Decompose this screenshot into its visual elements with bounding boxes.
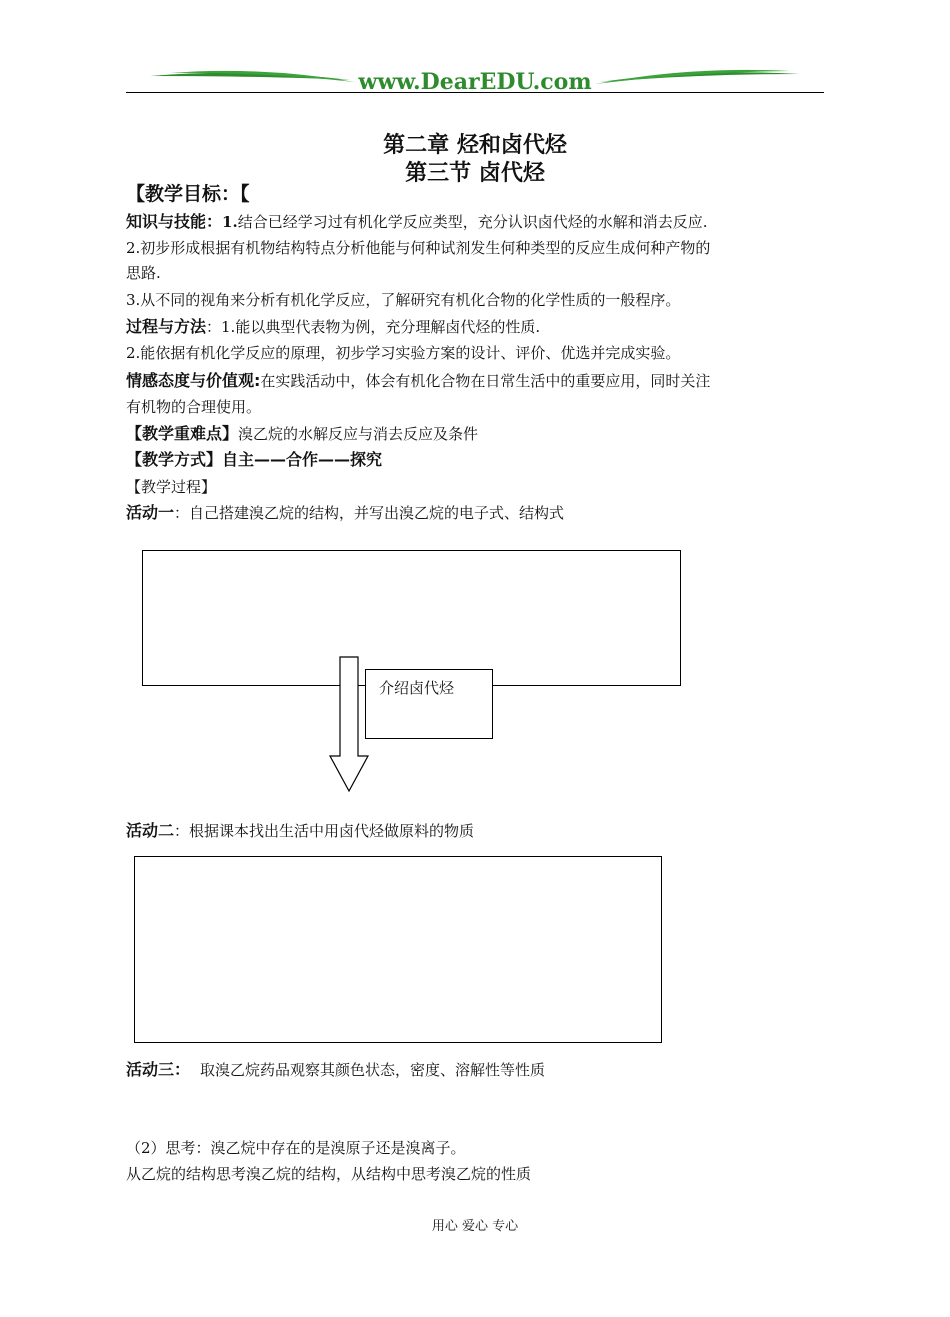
- thinking-line-1: （2）思考：溴乙烷中存在的是溴原子还是溴离子。: [126, 1139, 466, 1157]
- activity3-label: 活动三：: [126, 1060, 191, 1079]
- logo-text: www.DearEDU.com: [358, 69, 592, 95]
- activity1-line: [126, 503, 564, 523]
- emotion-text-a: 在实践活动中，体会有机化合物在日常生活中的重要应用，同时关注: [260, 372, 711, 390]
- activity1-text: ：自己搭建溴乙烷的结构，并写出溴乙烷的电子式、结构式: [174, 504, 565, 522]
- activity2-label: 活动二: [126, 821, 175, 840]
- knowledge-line-3: 3.从不同的视角来分析有机化学反应，了解研究有机化合物的化学性质的一般程序。: [126, 291, 681, 309]
- key-points-label: 【教学重难点】: [126, 424, 239, 443]
- logo-swoosh-right-2: [595, 70, 790, 84]
- callout-text: 介绍卤代烃: [379, 679, 455, 697]
- activity1-label: 活动一: [126, 503, 175, 522]
- activity2-answer-box: [134, 856, 662, 1043]
- emotion-line-1: [126, 371, 710, 391]
- thinking-line-2: 从乙烷的结构思考溴乙烷的结构，从结构中思考溴乙烷的性质: [126, 1165, 532, 1183]
- process-line-2: 2.能依据有机化学反应的原理，初步学习实验方案的设计、评价、优选并完成实验。: [126, 344, 681, 362]
- chapter-title: 第二章 烃和卤代烃: [383, 132, 567, 158]
- activity2-text: ：根据课本找出生活中用卤代烃做原料的物质: [174, 822, 475, 840]
- header-rule: [126, 92, 824, 93]
- process-label: 过程与方法: [126, 317, 207, 336]
- emotion-line-2: 有机物的合理使用。: [126, 398, 262, 416]
- knowledge-line-2a: 2.初步形成根据有机物结构特点分析他能与何种试剂发生何种类型的反应生成何种产物的: [126, 239, 711, 257]
- down-arrow: [328, 656, 370, 794]
- activity1-answer-box: [142, 550, 681, 686]
- objectives-heading: 【教学目标：【: [126, 183, 250, 205]
- process-text-1: ：1.能以典型代表物为例，充分理解卤代烃的性质.: [206, 318, 541, 336]
- section-title: 第三节 卤代烃: [405, 160, 545, 186]
- activity3-line: [126, 1060, 545, 1080]
- callout-box: [365, 669, 493, 739]
- knowledge-line-1: [126, 212, 707, 232]
- activity2-line: [126, 821, 474, 841]
- knowledge-label: 知识与技能：: [126, 212, 223, 231]
- key-points-line: [126, 424, 478, 444]
- knowledge-text-1: 结合已经学习过有机化学反应类型，充分认识卤代烃的水解和消去反应.: [237, 213, 708, 231]
- activity3-text: 取溴乙烷药品观察其颜色状态，密度、溶解性等性质: [200, 1061, 546, 1079]
- knowledge-num: 1.: [222, 213, 238, 231]
- method-line: 【教学方式】自主——合作——探究: [126, 450, 383, 469]
- key-points-text: 溴乙烷的水解反应与消去反应及条件: [238, 425, 479, 443]
- knowledge-line-2b: 思路.: [126, 264, 161, 282]
- process-line-1: [126, 317, 540, 337]
- emotion-label: 情感态度与价值观:: [126, 371, 261, 390]
- page-footer: 用心 爱心 专心: [431, 1219, 519, 1234]
- process-heading: 【教学过程】: [126, 478, 217, 496]
